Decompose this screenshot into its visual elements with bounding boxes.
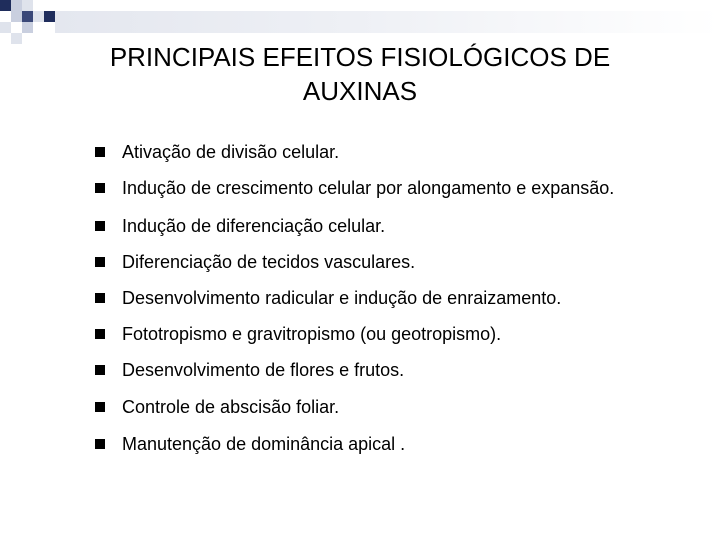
- decorative-square-light-5: [0, 22, 11, 33]
- slide-title-line-1: PRINCIPAIS EFEITOS FISIOLÓGICOS DE: [109, 42, 611, 72]
- bullet-item-4: [95, 250, 705, 274]
- slide-title: [60, 40, 660, 108]
- square-bullet-icon: [95, 183, 105, 193]
- square-bullet-icon: [95, 293, 105, 303]
- square-bullet-icon: [95, 221, 105, 231]
- bullet-text: Ativação de divisão celular.: [122, 141, 340, 162]
- bullet-item-6: [95, 322, 705, 346]
- decorative-header-bar: [55, 11, 720, 33]
- bullet-text: Indução de crescimento celular por alongamento e expansão.: [122, 177, 615, 198]
- decorative-square-light-6: [22, 22, 33, 33]
- decorative-square-light-4: [33, 11, 44, 22]
- bullet-item-1: [95, 140, 705, 164]
- bullet-item-5: [95, 286, 705, 310]
- bullet-text: Controle de abscisão foliar.: [122, 396, 340, 417]
- square-bullet-icon: [95, 365, 105, 375]
- decorative-square-dark-1: [0, 0, 11, 11]
- decorative-square-dark-2: [22, 11, 33, 22]
- bullet-text: Manutenção de dominância apical .: [122, 433, 406, 454]
- bullet-item-2: [95, 176, 705, 200]
- bullet-text: Desenvolvimento radicular e indução de enraizamento.: [122, 287, 562, 308]
- bullet-item-9: [95, 432, 705, 456]
- square-bullet-icon: [95, 147, 105, 157]
- decorative-square-light-1: [11, 0, 22, 11]
- square-bullet-icon: [95, 402, 105, 412]
- bullet-item-7: [95, 358, 705, 382]
- bullet-text: Diferenciação de tecidos vasculares.: [122, 251, 416, 272]
- bullet-text: Desenvolvimento de flores e frutos.: [122, 359, 405, 380]
- square-bullet-icon: [95, 439, 105, 449]
- bullet-text: Fototropismo e gravitropismo (ou geotropismo).: [122, 323, 502, 344]
- bullet-text: Indução de diferenciação celular.: [122, 215, 386, 236]
- bullet-item-8: [95, 395, 705, 419]
- square-bullet-icon: [95, 257, 105, 267]
- decorative-square-light-2: [22, 0, 33, 11]
- slide-title-line-2: AUXINAS: [302, 76, 418, 106]
- decorative-square-dark-3: [44, 11, 55, 22]
- square-bullet-icon: [95, 329, 105, 339]
- decorative-square-light-3: [11, 11, 22, 22]
- decorative-square-light-7: [11, 33, 22, 44]
- bullet-item-3: [95, 214, 705, 238]
